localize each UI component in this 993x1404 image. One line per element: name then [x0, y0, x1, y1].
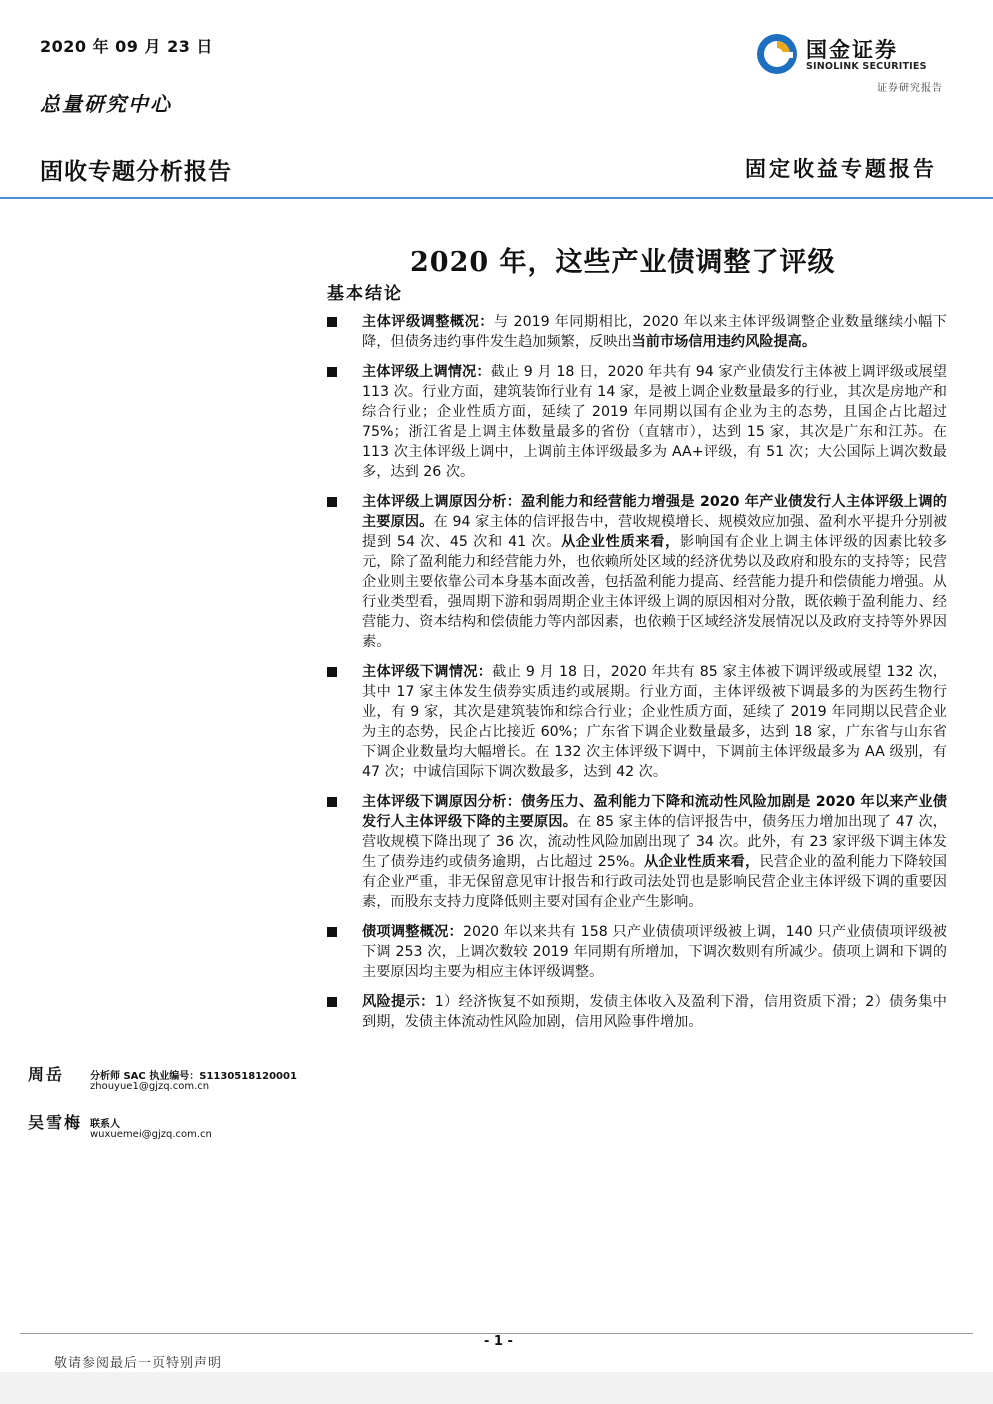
contact-role: 联系人 [90, 1119, 120, 1130]
bullet-square-icon [327, 317, 337, 327]
conclusion-lead: 主体评级上调原因分析：盈利能力和经营能力增强是 2020 年产业债发行人主体评级上调的主要原因。 [362, 494, 947, 530]
logo-name-cn: 国金证券 [806, 38, 898, 62]
conclusion-body: 民营企业的盈利能力下降较国有企业严重，非无保留意见审计报告和行政司法处罚也是影响民营企业主体评级下调的重要因素，而股东支持力度降低则主要对国有企业产生影响。 [362, 854, 947, 910]
sinolink-logo-icon [755, 32, 799, 76]
conclusion-lead: 当前市场信用违约风险提高。 [631, 334, 817, 350]
footer-band [0, 1372, 993, 1404]
bullet-square-icon [327, 497, 337, 507]
report-title: 2020 年，这些产业债调整了评级 [410, 247, 836, 278]
conclusion-text [362, 662, 947, 782]
report-type: 固收专题分析报告 [40, 159, 232, 185]
conclusion-item [327, 792, 947, 912]
conclusion-item [327, 492, 947, 652]
conclusion-item [327, 662, 947, 782]
conclusion-list [327, 312, 947, 1042]
conclusion-lead: 主体评级下调情况： [362, 664, 493, 680]
conclusion-lead: 主体评级调整概况： [362, 314, 494, 330]
conclusion-body: 2020 年以来共有 158 只产业债债项评级被上调，140 只产业债债项评级被下调 253 次，上调次数较 2019 年同期有所增加，下调次数则有所减少。债项上调和下调的主要原因均主要为相应主体评级调整。 [362, 924, 947, 980]
conclusion-lead: 主体评级下调原因分析：债务压力、盈利能力下降和流动性风险加剧是 2020 年以来产业债发行人主体评级下降的主要原因。 [362, 794, 947, 830]
logo-name-en: SINOLINK SECURITIES [806, 61, 927, 72]
conclusion-body: 在 94 家主体的信评报告中，营收规模增长、规模效应加强、盈利水平提升分别被提到 54 次、45 次和 41 次。 [362, 514, 947, 550]
conclusion-lead: 从企业性质来看， [644, 854, 760, 870]
conclusion-item [327, 922, 947, 982]
conclusion-item [327, 362, 947, 482]
conclusion-item [327, 992, 947, 1032]
conclusion-body: 在 85 家主体的信评报告中，债务压力增加出现了 47 次，营收规模下降出现了 36 次，流动性风险加剧出现了 34 次。此外，有 23 家评级下调主体发生了债券违约或债务逾期，占比超过 25%。 [362, 814, 947, 870]
conclusion-body: 截止 9 月 18 日，2020 年共有 85 家主体被下调评级或展望 132 次，其中 17 家主体发生债券实质违约或展期。行业方面，主体评级被下调最多的为医药生物行业，有 9 家，其次是建筑装饰和综合行业；企业性质方面，延续了 2019 年同期以民营企业为主的态势，民企占比接近 60%；广东省下调企业数量最多，达到 18 家，广东省与山东省下调企业数量均大幅增长。在 132 次主体评级下调中，下调前主体评级最多为 AA 级别，有 47 次；中诚信国际下调次数最多，达到 42 次。 [362, 664, 947, 780]
analyst-name: 周岳 [28, 1065, 65, 1084]
report-category: 固定收益专题报告 [745, 156, 937, 181]
conclusion-lead: 从企业性质来看， [561, 534, 681, 550]
contact-name: 吴雪梅 [28, 1113, 83, 1132]
conclusion-text [362, 362, 947, 482]
conclusion-lead: 风险提示： [362, 994, 435, 1010]
conclusion-text [362, 792, 947, 912]
bullet-square-icon [327, 927, 337, 937]
contact-email[interactable]: wuxuemei@gjzq.com.cn [90, 1129, 212, 1140]
conclusion-text [362, 992, 947, 1032]
bullet-square-icon [327, 797, 337, 807]
conclusion-item [327, 312, 947, 352]
conclusion-lead: 主体评级上调情况： [362, 364, 491, 380]
analyst-email[interactable]: zhouyue1@gjzq.com.cn [90, 1081, 210, 1092]
conclusion-body: 截止 9 月 18 日，2020 年共有 94 家产业债发行主体被上调评级或展望 113 次。行业方面，建筑装饰行业有 14 家，是被上调企业数量最多的行业，其次是房地产和综合行业；企业性质方面，延续了 2019 年同期以国有企业为主的态势，且国企占比超过 75%；浙江省是上调主体数量最多的省份（直辖市），达到 15 家，其次是广东和江苏。在 113 次主体评级上调中，上调前主体评级最多为 AA+评级，有 51 次；大公国际上调次数最多，达到 26 次。 [362, 364, 947, 480]
conclusion-body: 与 2019 年同期相比，2020 年以来主体评级调整企业数量继续小幅下降，但债务违约事件发生趋加频繁，反映出 [362, 314, 947, 350]
bullet-square-icon [327, 667, 337, 677]
conclusion-text [362, 922, 947, 982]
page-number: - 1 - [484, 1334, 513, 1349]
bullet-square-icon [327, 997, 337, 1007]
conclusion-body: 影响国有企业上调主体评级的因素比较多元，除了盈利能力和经营能力外，也依赖所处区域的经济优势以及政府和股东的支持等；民营企业则主要依靠公司本身基本面改善，包括盈利能力提高、经营能力提升和偿债能力增强。从行业类型看，强周期下游和弱周期企业主体评级上调的原因相对分散，既依赖于盈利能力、经营能力、资本结构和偿债能力等内部因素，也依赖于区域经济发展情况以及政府支持等外界因素。 [362, 534, 947, 650]
disclaimer: 敬请参阅最后一页特别声明 [54, 1356, 223, 1371]
logo-subtitle: 证券研究报告 [877, 83, 943, 94]
section-title: 基本结论 [327, 284, 403, 304]
report-date: 2020 年 09 月 23 日 [40, 37, 213, 56]
header-divider [0, 197, 993, 199]
research-center-name: 总量研究中心 [40, 92, 172, 116]
analyst-role: 分析师 SAC 执业编号：S1130518120001 [90, 1071, 297, 1082]
bullet-square-icon [327, 367, 337, 377]
conclusion-body: 1）经济恢复不如预期，发债主体收入及盈利下滑，信用资质下滑；2）债务集中到期，发债主体流动性风险加剧，信用风险事件增加。 [362, 994, 947, 1030]
conclusion-text [362, 312, 947, 352]
conclusion-lead: 债项调整概况： [362, 924, 463, 940]
conclusion-text [362, 492, 947, 652]
